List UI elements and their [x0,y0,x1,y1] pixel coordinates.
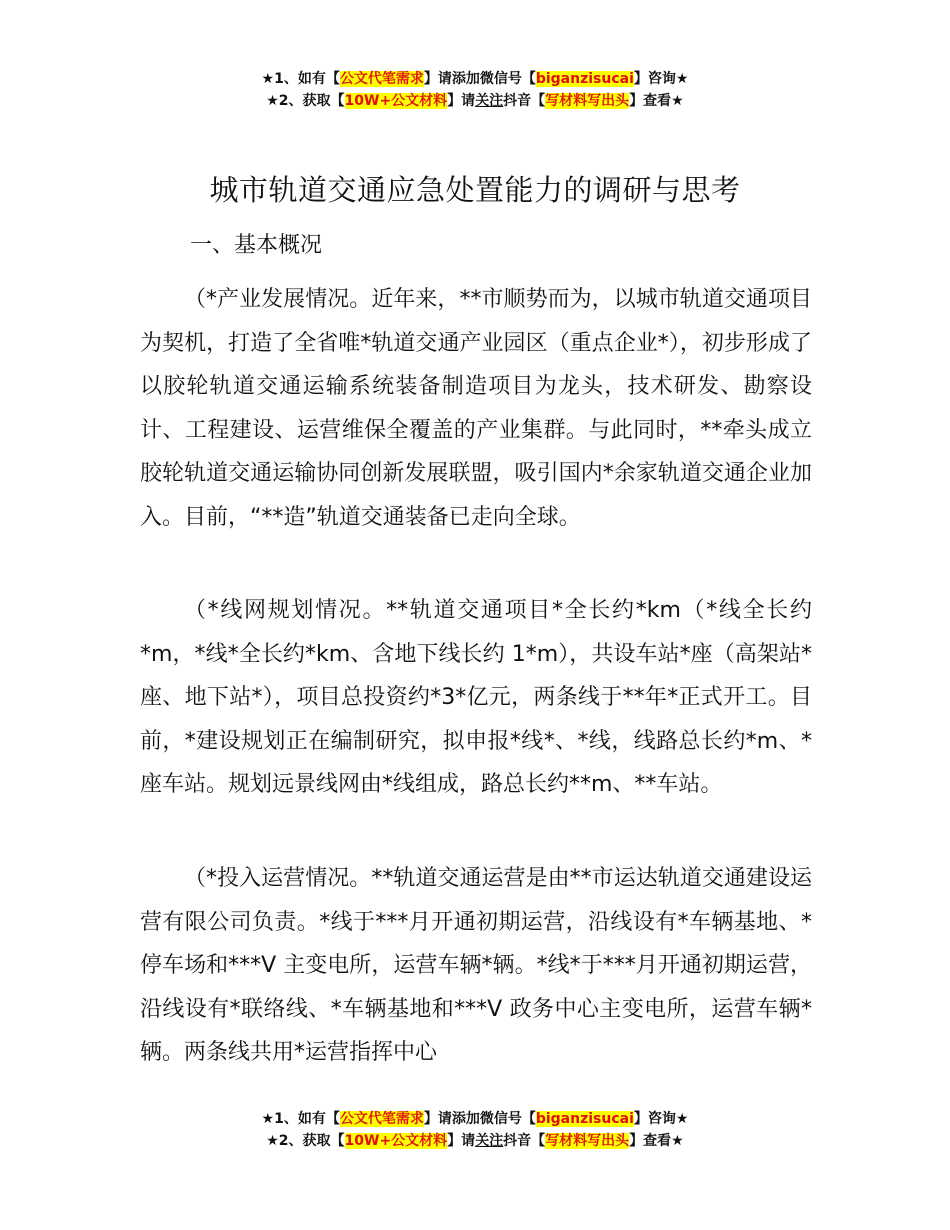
paragraph-industry-development: （*产业发展情况。近年来，**市顺势而为，以城市轨道交通项目为契机，打造了全省唯*轨道交通产业园区（重点企业*），初步形成了以胶轮轨道交通运输系统装备制造项目为龙头，技术研发、勘察设计、工程建设、运营维保全覆盖的产业集群。与此同时，**牵头成立胶轮轨道交通运输协同创新发展联盟，吸引国内*余家轨道交通企业加入。目前，“**造”轨道交通装备已走向全球。 [140,287,812,530]
banner-highlight: 写材料写出头 [545,93,630,109]
banner-text: ★2、获取【 [266,1133,345,1149]
banner-text: 抖音【 [503,93,546,109]
paragraph-operations: （*投入运营情况。**轨道交通运营是由**市运达轨道交通建设运营有限公司负责。*线于***月开通初期运营，沿线设有*车辆基地、*停车场和***V 主变电所，运营车辆*辆。*线*于***月开通初期运营，沿线设有*联络线、*车辆基地和***V 政务中心主变电所，运营车辆*辆。两条线共用*运营指挥中心 [140,866,812,1065]
banner-text: 】请添加微信号【 [423,1111,536,1127]
banner-text: 】请添加微信号【 [423,71,536,87]
banner-text: ★1、如有【 [261,1111,340,1127]
banner-highlight: 公文代笔需求 [339,1111,424,1127]
banner-highlight-wechat-id: biganzisucai [535,1111,634,1127]
banner-highlight: 10W+公文材料 [344,93,448,109]
banner-text: 】查看★ [629,1133,684,1149]
banner-underlined-text: 关注 [475,1133,504,1149]
banner-line-2 [0,1130,950,1152]
banner-line-2 [0,90,950,112]
banner-highlight: 10W+公文材料 [344,1133,448,1149]
banner-line-1 [0,68,950,90]
footer-banner [0,1108,950,1152]
banner-text: 】查看★ [629,93,684,109]
banner-text: ★1、如有【 [261,71,340,87]
banner-highlight: 写材料写出头 [545,1133,630,1149]
banner-text: ★2、获取【 [266,93,345,109]
banner-line-1 [0,1108,950,1130]
header-banner [0,68,950,112]
section-heading: 一、基本概况 [190,233,323,258]
banner-text: 】请 [447,1133,476,1149]
banner-text: 】请 [447,93,476,109]
paragraph-network-planning: （*线网规划情况。**轨道交通项目*全长约*km（*线全长约*m，*线*全长约*km、含地下线长约 1*m），共设车站*座（高架站*座、地下站*），项目总投资约*3*亿元，两条线于**年*正式开工。目前，*建设规划正在编制研究，拟申报*线*、*线，线路总长约*m、*座车站。规划远景线网由*线组成，路总长约**m、**车站。 [140,598,812,797]
banner-text: 】咨询★ [633,1111,689,1127]
banner-highlight-wechat-id: biganzisucai [535,71,634,87]
document-title: 城市轨道交通应急处置能力的调研与思考 [209,173,741,207]
banner-text: 抖音【 [503,1133,546,1149]
banner-underlined-text: 关注 [475,93,504,109]
banner-text: 】咨询★ [633,71,689,87]
banner-highlight: 公文代笔需求 [339,71,424,87]
